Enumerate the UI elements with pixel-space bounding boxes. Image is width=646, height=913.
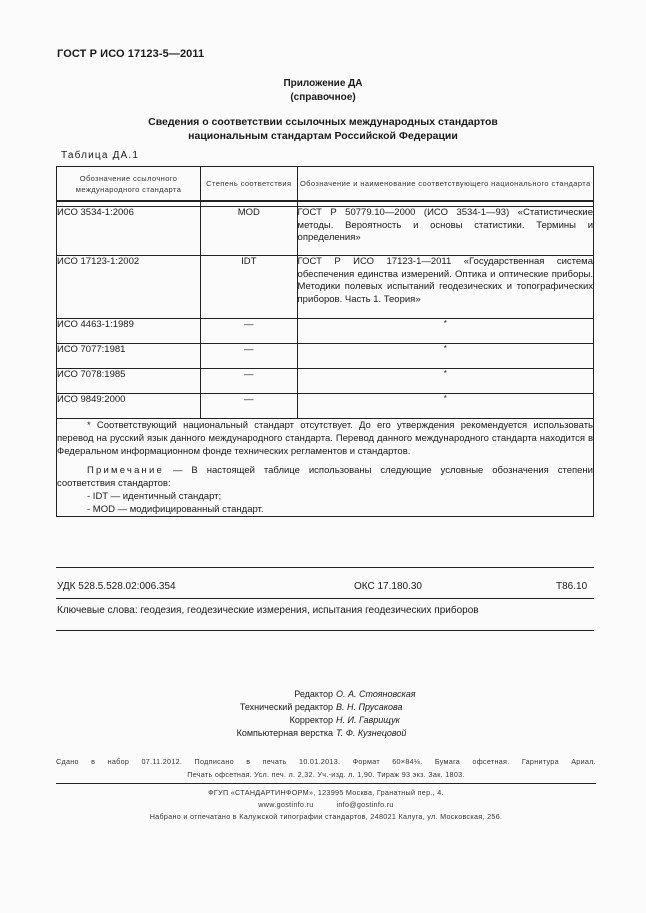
cell-degree: IDT <box>201 256 297 319</box>
table-note <box>57 464 593 490</box>
print-details-line-2: Печать офсетная. Усл. печ. л. 2,32. Уч.-изд. л. 1,90. Тираж 93 экз. Зак. 1803. <box>187 770 465 779</box>
note-item-mod: - MOD — модифицированный стандарт. <box>87 504 264 515</box>
table-row <box>57 207 594 256</box>
appendix-subtitle: (справочное) <box>290 92 356 103</box>
document-header: ГОСТ Р ИСО 17123-5—2011 <box>57 48 205 60</box>
publisher-divider <box>56 783 596 784</box>
cell-code: ИСО 3534-1:2006 <box>57 207 201 256</box>
note-item-idt: - IDT — идентичный стандарт; <box>87 491 222 502</box>
publisher-contacts: www.gostinfo.ru info@gostinfo.ru <box>258 800 394 809</box>
cell-degree: MOD <box>201 207 297 256</box>
table-row <box>57 344 594 369</box>
cell-degree: — <box>201 319 297 344</box>
staff-line <box>0 688 646 701</box>
staff-line <box>0 714 646 727</box>
printing-house: Набрано и отпечатано в Калужской типографии стандартов, 248021 Калуга, ул. Московская, 256. <box>149 812 503 821</box>
staff-role: Компьютерная верстка <box>236 728 333 738</box>
staff-name: Н. И. Гаврищук <box>336 715 400 725</box>
staff-line <box>0 701 646 714</box>
cell-national: * <box>297 394 593 419</box>
staff-credits <box>0 688 646 740</box>
cell-code: ИСО 7077:1981 <box>57 344 201 369</box>
cell-code: ИСО 17123-1:2002 <box>57 256 201 319</box>
section-heading <box>0 115 646 143</box>
udk-code: УДК 528.5.528.02:006.354 <box>57 581 176 592</box>
table-row <box>57 394 594 419</box>
print-details-line-1: Сдано в набор 07.11.2012. Подписано в печать 10.01.2013. Формат 60×84⅛. Бумага офсетная. Гарнитура Ариал. <box>56 757 596 766</box>
footer-divider-middle <box>56 598 594 599</box>
cell-degree: — <box>201 394 297 419</box>
header-international-standard: Обозначение ссылочного международного стандарта <box>57 167 201 202</box>
table-label: Таблица ДА.1 <box>61 150 140 161</box>
appendix-title: Приложение ДА <box>283 78 363 89</box>
table-row <box>57 256 594 319</box>
table-footnote: * Соответствующий национальный стандарт отсутствует. До его утверждения рекомендуется использовать перевод на русский язык данного международного стандарта. Перевод данного международного стандарта находится в Федеральном информационном фонде технических регламентов и стандартов. <box>57 420 593 457</box>
cell-national: ГОСТ Р ИСО 17123-1—2011 «Государственная система обеспечения единства измерений. Оптика и оптические приборы. Методики полевых испытаний геодезических и топографических приборов. Часть 1. Теория» <box>297 256 593 319</box>
section-heading-line-2: национальным стандартам Российской Федерации <box>188 130 458 142</box>
table-notes <box>57 419 594 517</box>
note-label: Примечание <box>87 465 164 476</box>
staff-name: Т. Ф. Кузнецовой <box>336 728 407 738</box>
staff-role: Технический редактор <box>239 702 333 712</box>
table-header-row <box>57 167 594 202</box>
classification-code: Т86.10 <box>556 581 588 592</box>
cell-degree: — <box>201 344 297 369</box>
cell-degree: — <box>201 369 297 394</box>
cell-code: ИСО 9849:2000 <box>57 394 201 419</box>
cell-national: * <box>297 369 593 394</box>
publisher-address: ФГУП «СТАНДАРТИНФОРМ», 123995 Москва, Гранатный пер., 4. <box>208 788 444 797</box>
staff-name: В. Н. Прусакова <box>336 702 403 712</box>
oks-code: ОКС 17.180.30 <box>354 581 422 592</box>
cell-national: * <box>297 319 593 344</box>
staff-role: Корректор <box>289 715 333 725</box>
footer-divider-top <box>56 567 594 568</box>
staff-line <box>0 727 646 740</box>
table-row <box>57 319 594 344</box>
cell-national: ГОСТ Р 50779.10—2000 (ИСО 3534-1—93) «Статистические методы. Вероятность и основы статистики. Термины и определения» <box>297 207 593 256</box>
cell-code: ИСО 7078:1985 <box>57 369 201 394</box>
cell-national: * <box>297 344 593 369</box>
cell-code: ИСО 4463-1:1989 <box>57 319 201 344</box>
correspondence-table <box>56 166 594 517</box>
staff-role: Редактор <box>294 689 333 699</box>
keywords: Ключевые слова: геодезия, геодезические измерения, испытания геодезических приборов <box>57 605 479 616</box>
section-heading-line-1: Сведения о соответствии ссылочных международных стандартов <box>148 116 498 128</box>
footer-divider-bottom <box>56 630 594 631</box>
note-text: — В настоящей таблице использованы следующие условные обозначения степени соответствия стандартов: <box>57 465 593 489</box>
header-degree: Степень соответствия <box>201 167 297 202</box>
table-notes-row <box>57 419 594 517</box>
table-row <box>57 369 594 394</box>
header-national-standard: Обозначение и наименование соответствующего национального стандарта <box>297 167 593 202</box>
staff-name: О. А. Стояновская <box>336 689 416 699</box>
